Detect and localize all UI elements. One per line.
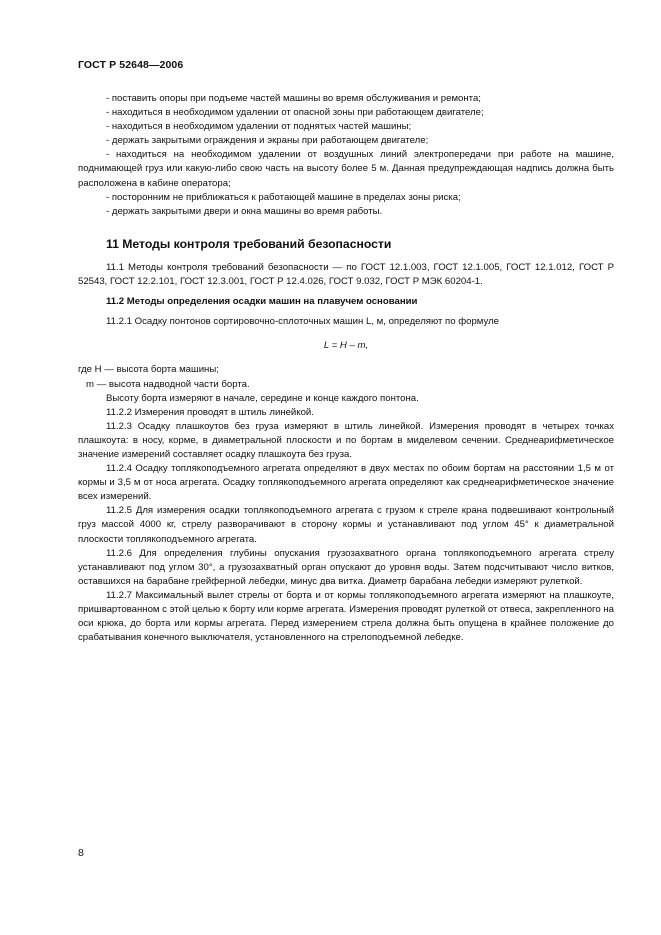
paragraph-11-2-2: 11.2.2 Измерения проводят в штиль линейкой. xyxy=(106,406,314,418)
list-item: - поставить опоры при подъеме частей машины во время обслуживания и ремонта; xyxy=(106,93,481,104)
document-header: ГОСТ Р 52648—2006 xyxy=(78,59,184,71)
where-m: m — высота надводной части борта. xyxy=(86,378,250,390)
paragraph-11-1: 11.1 Методы контроля требований безопасности — по ГОСТ 12.1.003, ГОСТ 12.1.005, ГОСТ 12.1.012, ГОСТ Р 52543, ГОСТ 12.2.101, ГОСТ 12.3.001, ГОСТ Р 12.4.026, ГОСТ 9.032, ГОСТ Р МЭК 60204-1. xyxy=(78,261,614,288)
list-item: - посторонним не приближаться к работающей машине в пределах зоны риска; xyxy=(106,191,461,203)
paragraph-11-2-5: 11.2.5 Для измерения осадки топлякоподъемного агрегата с грузом к стреле крана подвешивают контрольный груз массой 4000 кг, стрелу разворачивают в сторону кормы и устанавливают под углом 45° к диаметральной плоскости топлякоподъемного агрегата. xyxy=(78,505,614,545)
paragraph-11-2-1: 11.2.1 Осадку понтонов сортировочно-сплоточных машин L, м, определяют по формуле xyxy=(106,316,500,328)
list-item: - находиться в необходимом удалении от поднятых частей машины; xyxy=(106,121,412,133)
paragraph-11-2-7: 11.2.7 Максимальный вылет стрелы от борта и от кормы топлякоподъемного агрегата измеряют на плашкоуте, пришвартованном с этой целью к борту или корме агрегата. Измерения проводят рулеткой от отвеса, закрепленного на оси крюка, до борта или кормы агрегата. Перед измерением стрела должна быть опущена в крайнее положение до срабатывания конечного выключателя, установленного на стрелоподъемной лебедке. xyxy=(78,589,614,644)
page-number: 8 xyxy=(78,847,84,859)
list-item: - держать закрытыми двери и окна машины во время работы. xyxy=(106,205,383,217)
paragraph-11-2-3: 11.2.3 Осадку плашкоутов без груза измеряют в штиль линейкой. Измерения проводят в четырех точках плашкоута: в носу, корме, в диаметральной плоскости и по бортам в миделевом сечении. Среднеарифметическое значение измерений составляет осадку плашкоута без груза. xyxy=(78,420,614,460)
paragraph-11-2-4: 11.2.4 Осадку топлякоподъемного агрегата определяют в двух местах по обоим бортам на расстоянии 1,5 м от кормы и 3,5 м от носа агрегата. Осадку топлякоподъемного агрегата определяют как среднеарифметическое значение всех измерений. xyxy=(78,463,614,503)
paragraph-board-height: Высоту борта измеряют в начале, середине и конце каждого понтона. xyxy=(106,392,419,404)
list-item: - находиться в необходимом удалении от опасной зоны при работающем двигателе; xyxy=(106,107,484,119)
subsection-heading: 11.2 Методы определения осадки машин на плавучем основании xyxy=(106,296,418,308)
document-body xyxy=(78,92,614,645)
where-h: где H — высота борта машины; xyxy=(78,364,219,376)
paragraph-11-2-6: 11.2.6 Для определения глубины опускания грузозахватного органа топлякоподъемного агрегата стрелу устанавливают под углом 30°, а грузозахватный орган опускают до уровня воды. Затем подсчитывают число витков, оставшихся на барабане грейферной лебедки, минус два витка. Диаметр барабана лебедки измеряют рулеткой. xyxy=(78,547,614,587)
formula: L = H – m, xyxy=(323,340,369,352)
list-item: - находиться на необходимом удалении от воздушных линий электропередачи при работе на машине, поднимающей груз или какую-либо свою часть на высоту более 5 м. Данная предупреждающая надпись должна быть расположена в кабине оператора; xyxy=(78,149,614,189)
section-heading: 11 Методы контроля требований безопасности xyxy=(106,236,392,251)
list-item: - держать закрытыми ограждения и экраны при работающем двигателе; xyxy=(106,135,429,147)
